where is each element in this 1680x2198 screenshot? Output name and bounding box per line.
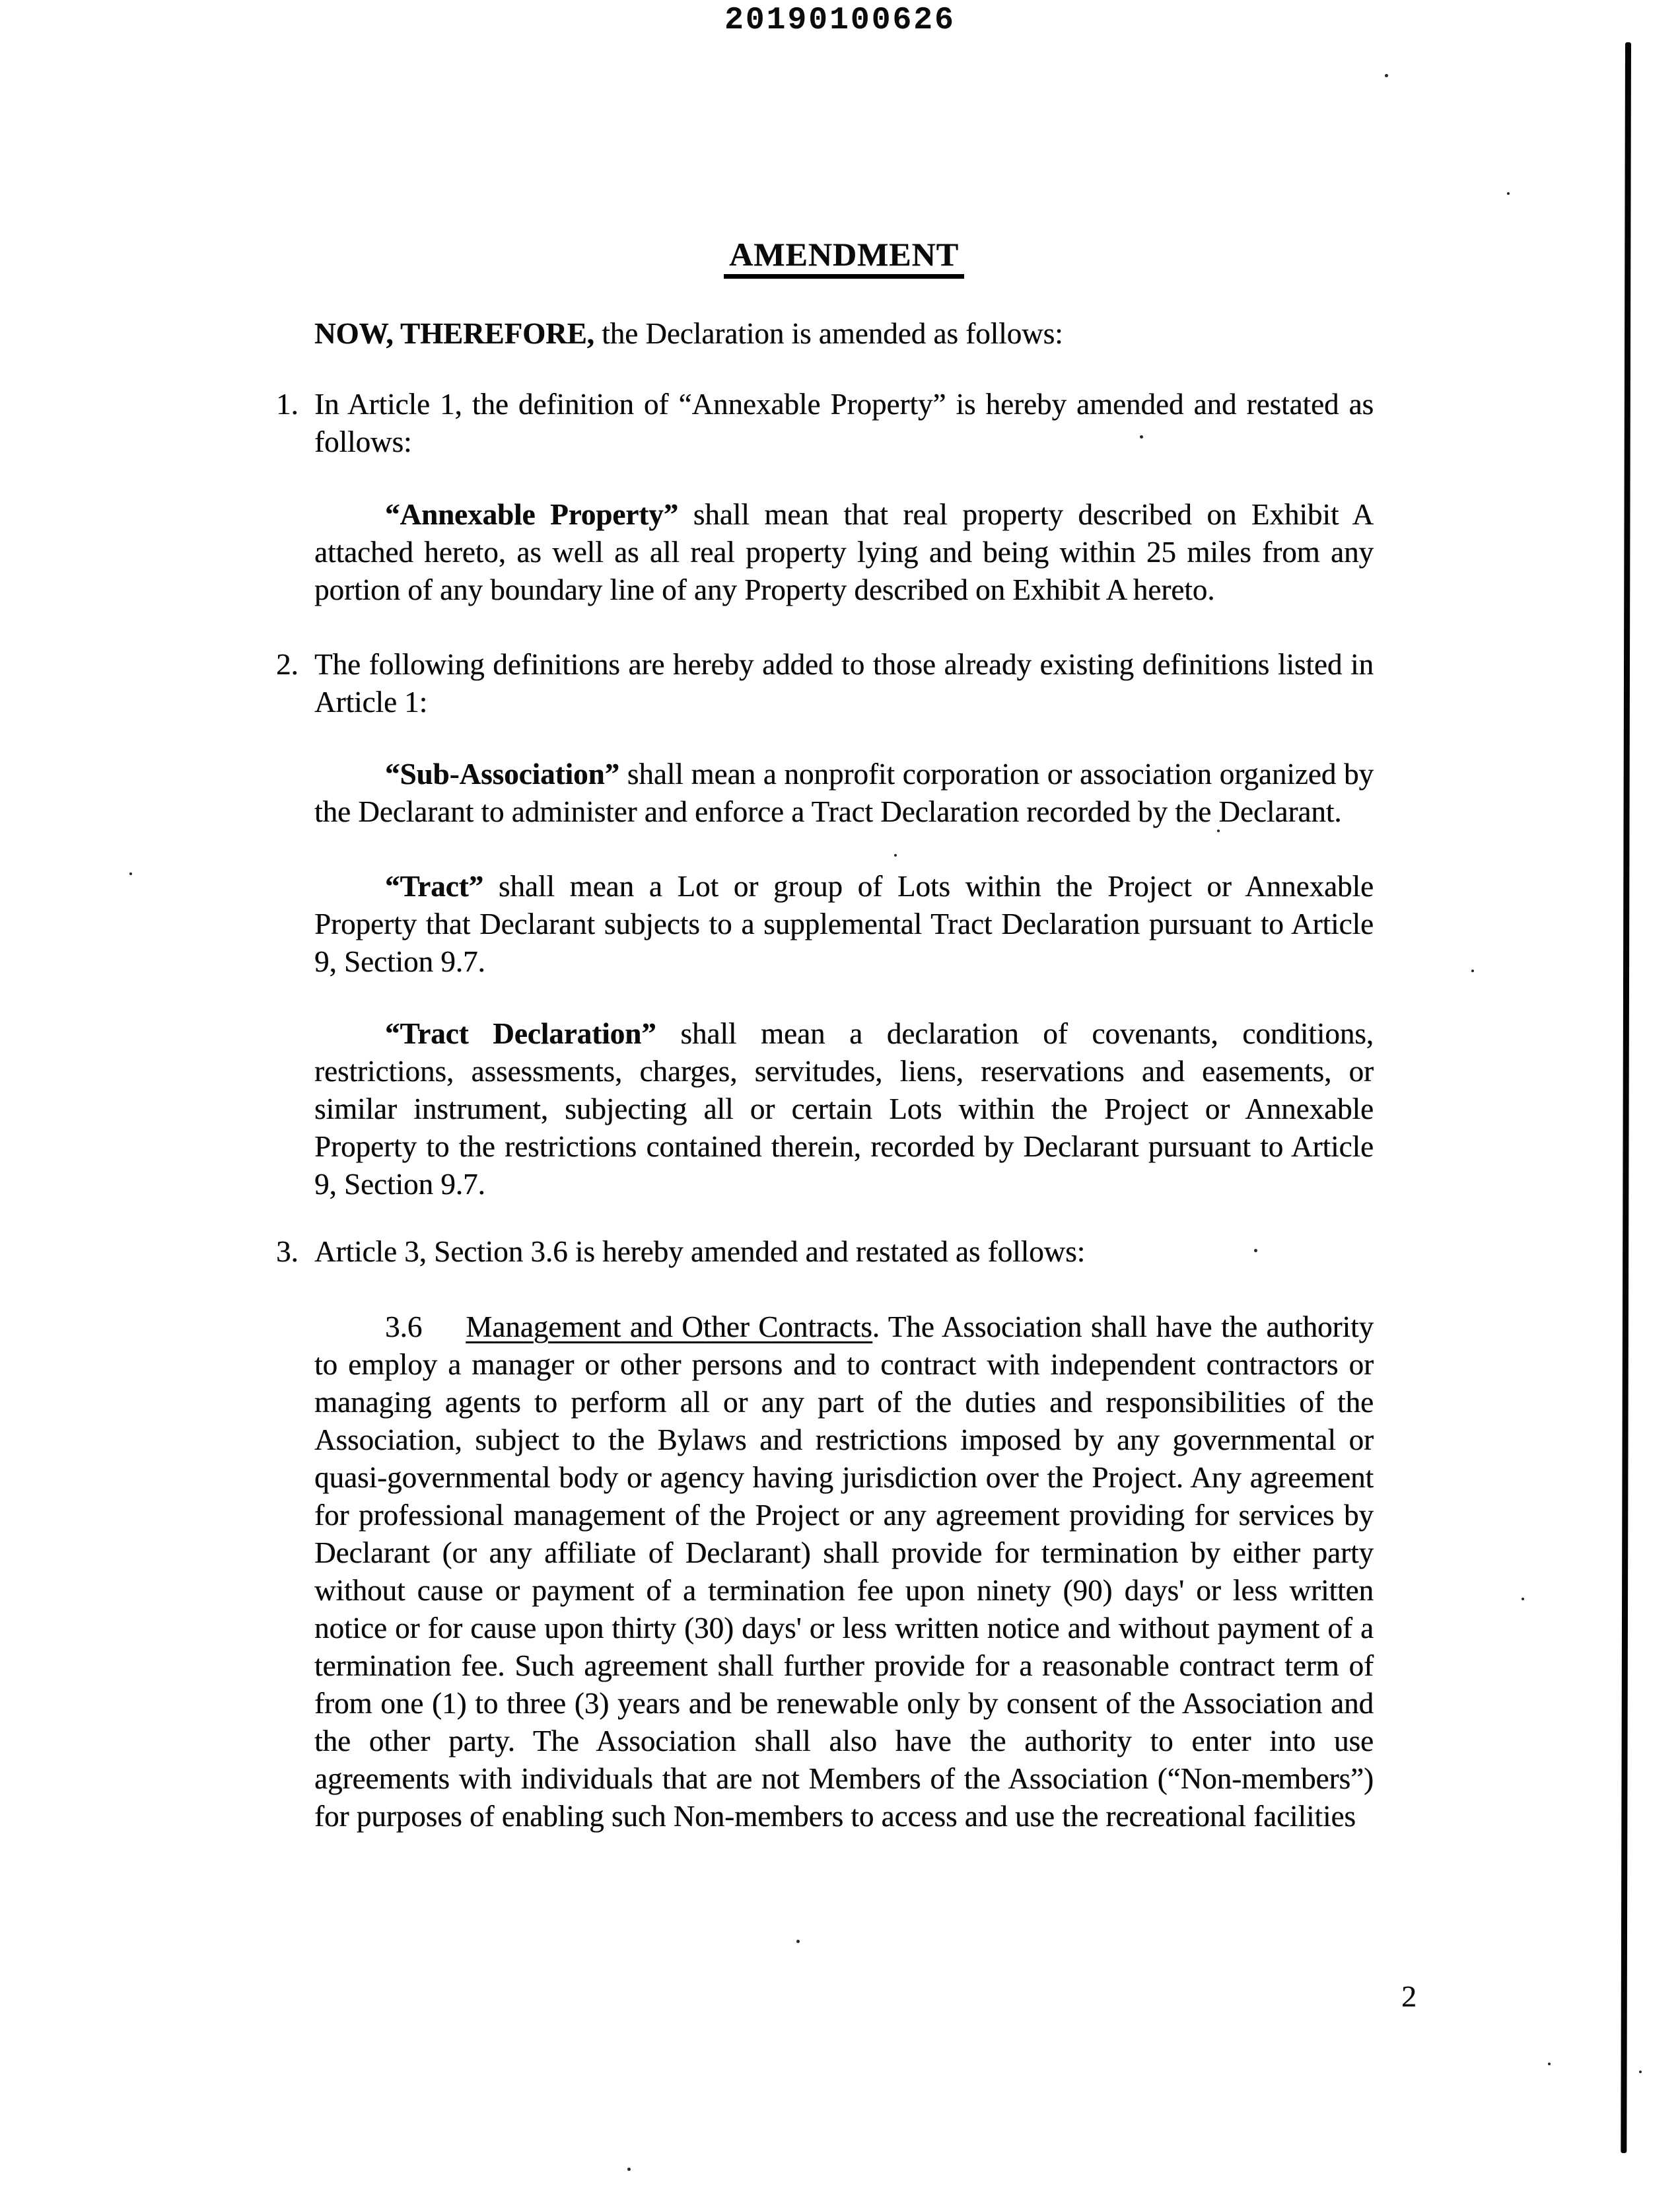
scan-speck [627,2168,631,2171]
document-title: AMENDMENT [724,238,964,279]
definition-annexable-property-text: shall mean that real property described on Exhibit A attached hereto, as well as all real property lying and being within 25 miles from any portion of any boundary line of any Property described on Exhibit A hereto. [314,498,1374,606]
section-3-6-number: 3.6 [385,1310,423,1343]
list-item-3 [276,1233,1374,1271]
document-body [276,0,1374,1835]
definition-sub-association-text: shall mean a nonprofit corporation or association organized by the Declarant to administer and enforce a Tract Declaration recorded by the Declarant. [314,758,1374,828]
definition-tract-text: shall mean a Lot or group of Lots within the Project or Annexable Property that Declarant subjects to a supplemental Tract Declaration pursuant to Article 9, Section 9.7. [314,870,1374,978]
scan-speck [1140,435,1143,439]
scan-speck [1471,970,1474,972]
list-item-2-text: The following definitions are hereby added to those already existing definitions listed in Article 1: [314,648,1374,719]
definition-tract-declaration [314,1015,1374,1203]
page-number: 2 [1401,1979,1417,2013]
scan-speck [796,1940,800,1943]
scan-edge-artifact-line [1621,42,1631,2153]
definition-annexable-property-term: “Annexable Property” [385,498,679,531]
list-item-1-text: In Article 1, the definition of “Annexable Property” is hereby amended and restated as follows: [314,388,1374,458]
definition-annexable-property [314,496,1374,609]
section-3-6-body: The Association shall have the authority to employ a manager or other persons and to contract with independent contractors or managing agents to perform all or any part of the duties and responsibilities of the Association, subject to the Bylaws and restrictions imposed by any governmental or quasi-governmental body or agency having jurisdiction over the Project. Any agreement for professional management of the Project or any agreement providing for services by Declarant (or any affiliate of Declarant) shall provide for termination by either party without cause or payment of a termination fee upon ninety (90) days' or less written notice or for cause upon thirty (30) days' or less written notice and without payment of a termination fee. Such agreement shall further provide for a reasonable contract term of from one (1) to three (3) years and be renewable only by consent of the Association and the other party. The Association shall also have the authority to enter into use agreements with individuals that are not Members of the Association (“Non-members”) for purposes of enabling such Non-members to access and use the recreational facilities [314,1310,1374,1833]
intro-paragraph [314,315,1374,353]
scan-speck [894,854,897,857]
section-3-6-heading: Management and Other Contracts [466,1310,872,1343]
scan-speck [1385,74,1388,77]
list-item-1-number: 1. [276,388,298,421]
intro-text: the Declaration is amended as follows: [594,317,1063,350]
title-row [314,238,1374,279]
section-3-6-heading-period: . [872,1310,880,1343]
definition-tract-declaration-term: “Tract Declaration” [385,1017,656,1050]
recording-number: 20190100626 [724,3,956,38]
scan-speck [129,872,132,875]
scan-speck [1548,2063,1551,2065]
list-item-2-number: 2. [276,648,298,681]
definition-tract-declaration-text: shall mean a declaration of covenants, conditions, restrictions, assessments, charges, servitudes, liens, reservations and easements, or similar instrument, subjecting all or certain Lots within the Project or Annexable Property to the restrictions contained therein, recorded by Declarant pursuant to Article 9, Section 9.7. [314,1017,1374,1201]
scan-speck [1507,192,1510,195]
intro-lead: NOW, THEREFORE, [314,317,594,350]
definition-tract [314,868,1374,981]
scan-speck [1639,2071,1642,2073]
definition-sub-association [314,756,1374,831]
definition-sub-association-term: “Sub-Association” [385,758,620,791]
scan-speck [1254,1249,1257,1252]
list-item-3-text: Article 3, Section 3.6 is hereby amended and restated as follows: [314,1235,1086,1268]
definition-tract-term: “Tract” [385,870,484,903]
scan-speck [1522,1598,1524,1600]
list-item-3-number: 3. [276,1235,298,1268]
list-item-2 [276,646,1374,721]
scan-speck [1217,830,1220,832]
section-3-6-paragraph [314,1308,1374,1835]
list-item-1 [276,386,1374,461]
